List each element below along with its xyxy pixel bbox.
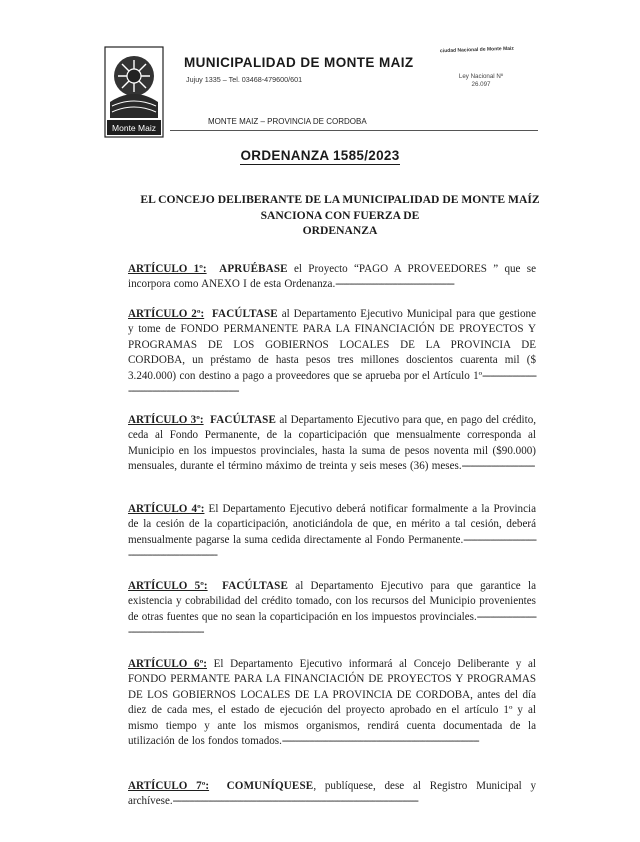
council-heading-line: SANCIONA CON FUERZA DE xyxy=(260,208,420,222)
council-heading-line: ORDENANZA xyxy=(302,224,378,237)
municipality-name: MUNICIPALIDAD DE MONTE MAIZ xyxy=(184,55,414,70)
article-label: ARTÍCULO 2º: xyxy=(128,308,205,320)
article-text: al Departamento Ejecutivo para que garantice la existencia y cobrabilidad del crédito tomado, con los recursos del Municipio provenientes de otras fuentes que no sean la coparticipación en los impuestos provinciales. xyxy=(128,580,537,623)
article-keyword: APRUÉBASE xyxy=(219,263,288,275)
article-dashes: -------------------------------------------------- xyxy=(128,610,536,639)
article-dashes: ------------------------------------------------------------- xyxy=(128,369,536,398)
article-label: ARTÍCULO 5º: xyxy=(128,580,208,592)
municipality-address: Jujuy 1335 – Tel. 03468-479600/601 xyxy=(186,75,303,84)
article-keyword: FACÚLTASE xyxy=(210,414,277,426)
article-keyword: COMUNÍQUESE xyxy=(226,780,314,792)
article-label: ARTÍCULO 6º: xyxy=(128,658,207,670)
article-label: ARTÍCULO 4º: xyxy=(128,503,205,515)
article-text: , publíquese, dese al Registro Municipal y archívese. xyxy=(128,780,537,808)
article-1 xyxy=(128,262,536,293)
article-3 xyxy=(128,413,536,475)
article-keyword: FACÚLTASE xyxy=(211,308,278,320)
article-7 xyxy=(128,779,536,810)
article-2 xyxy=(128,307,536,399)
article-6 xyxy=(128,657,536,749)
article-text: al Departamento Ejecutivo Municipal para que gestione y tome de FONDO PERMANENTE PARA LA FINANCIACIÓN DE PROYECTOS Y PROGRAMAS DE LOS GOBIERNOS LOCALES DE LA PROVINCIA DE CORDOBA, un préstamo de hasta pesos tres millones doscientos cuarenta mil ($ 3.240.000) con destino a pago a proveedores que se aprueba por el Artículo 1º xyxy=(128,308,537,382)
article-label: ARTÍCULO 1º: xyxy=(128,263,207,275)
article-text: El Departamento Ejecutivo deberá notificar formalmente a la Provincia de la cesión de la coparticipación, anoticiándola de que, en mérito a tal cesión, deberá mensualmente pagarse la suma cedida directamente al Fondo Permanente. xyxy=(128,503,537,546)
article-5 xyxy=(128,579,536,641)
article-label: ARTÍCULO 7º: xyxy=(128,780,210,792)
seal-text: ciudad Nacional de Monte Maiz xyxy=(439,45,514,55)
ordinance-title xyxy=(0,148,640,163)
article-dashes: ------------------------------------------------------------------------- xyxy=(281,735,479,748)
article-dashes: ------------------------------------------------------------------------------------------- xyxy=(172,795,418,808)
ordinance-title-text: ORDENANZA 1585/2023 xyxy=(240,148,400,163)
article-keyword: FACÚLTASE xyxy=(222,580,288,592)
municipal-logo xyxy=(104,46,164,138)
council-heading xyxy=(120,192,560,239)
municipality-province: MONTE MAIZ – PROVINCIA DE CORDOBA xyxy=(208,117,367,126)
article-dashes: ------------------------------------------------------------ xyxy=(128,533,536,562)
article-dashes: --------------------------- xyxy=(461,460,535,473)
municipal-logo-graphic xyxy=(104,46,164,138)
article-4 xyxy=(128,502,536,564)
article-text: El Departamento Ejecutivo informará al Concejo Deliberante y al FONDO PERMANTE PARA LA FINANCIACIÓN DE PROYECTOS Y PROGRAMAS DE LOS GOBIERNOS LOCALES DE LA PROVINCIA DE CORDOBA, antes del día diez de cada mes, el estado de ejecución del proyecto aprobado en el artículo 1º y al mismo tiempo y ante los mismos organismos, rendirá cuenta documentada de la utilización de los fondos tomados. xyxy=(128,658,536,748)
header-divider xyxy=(170,130,538,131)
law-reference: Ley Nacional Nº 26.097 xyxy=(458,73,504,88)
article-text: el Proyecto “PAGO A PROVEEDORES ” que se incorpora como ANEXO I de esta Ordenanza. xyxy=(128,263,537,291)
council-heading-line: EL CONCEJO DELIBERANTE DE LA MUNICIPALIDAD DE MONTE MAÍZ xyxy=(140,193,540,206)
logo-caption: Monte Maiz xyxy=(112,123,156,133)
article-dashes: -------------------------------------------- xyxy=(335,278,454,291)
article-text: al Departamento Ejecutivo para que, en pago del crédito, ceda al Fondo Permanente, de la coparticipación que mensualmente corresponda al Municipio en los impuestos provinciales, hasta la suma de pesos noventa mil ($90.000) mensuales, durante el término máximo de treinta y seis meses (36) meses. xyxy=(128,414,537,473)
article-label: ARTÍCULO 3º: xyxy=(128,414,204,426)
